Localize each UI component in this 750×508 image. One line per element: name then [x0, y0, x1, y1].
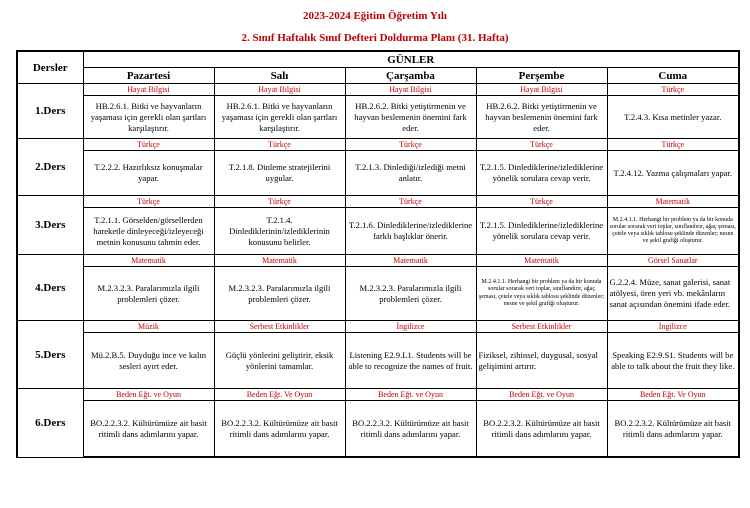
- learning-outcome-text: T.2.1.6. Dinlediklerine/izlediklerine farklı başlıklar önerir.: [345, 208, 476, 255]
- day-names-row: [17, 68, 739, 84]
- learning-outcome-text: HB.2.6.2. Bitki yetiştirmenin ve hayvan beslemenin önemini fark eder.: [345, 96, 476, 139]
- lesson-label: 4.Ders: [17, 255, 83, 321]
- lesson-row: [17, 196, 739, 208]
- learning-outcome-text: M.2.4.1.1. Herhangi bir problem ya da bir konuda sorular sorarak veri toplar, sınıflandırır, ağaç şeması, çetele veya sıklık tablosu şeklinde düzenler; nesne ve şekil grafiği oluşturur.: [476, 267, 607, 321]
- document-subtitle: 2. Sınıf Haftalık Sınıf Defteri Doldurma Planı (31. Hafta): [241, 32, 509, 44]
- subject-label: Hayat Bilgisi: [214, 84, 345, 96]
- learning-outcome-text: BO.2.2.3.2. Kültürümüze ait basit ritimli dans adımlarını yapar.: [607, 401, 739, 458]
- lesson-row: [17, 321, 739, 333]
- learning-outcome-text: Speaking E2.9.S1. Students will be able to talk about the fruit they like.: [607, 333, 739, 389]
- subject-label: Türkçe: [345, 196, 476, 208]
- lesson-content-row: [17, 401, 739, 458]
- subject-label: Beden Eğt. ve Oyun: [476, 389, 607, 401]
- subject-label: Türkçe: [476, 196, 607, 208]
- learning-outcome-text: Mü.2.B.5. Duyduğu ince ve kalın sesleri ayırt eder.: [83, 333, 214, 389]
- subject-label: İngilizce: [607, 321, 739, 333]
- subject-label: Matematik: [83, 255, 214, 267]
- lesson-content-row: [17, 333, 739, 389]
- subject-label: Hayat Bilgisi: [83, 84, 214, 96]
- subject-label: Beden Eğt. Ve Oyun: [214, 389, 345, 401]
- lesson-label: 1.Ders: [17, 84, 83, 139]
- subject-label: İngilizce: [345, 321, 476, 333]
- learning-outcome-text: M.2.3.2.3. Paralarımızla ilgili problemleri çözer.: [214, 267, 345, 321]
- learning-outcome-text: M.2.3.2.3. Paralarımızla ilgili problemleri çözer.: [83, 267, 214, 321]
- day-carsamba: Çarşamba: [345, 68, 476, 84]
- learning-outcome-text: T.2.1.8. Dinleme stratejilerini uygular.: [214, 151, 345, 196]
- subject-label: Beden Eğt. Ve Oyun: [607, 389, 739, 401]
- subject-label: Hayat Bilgisi: [476, 84, 607, 96]
- header-dersler: Dersler: [17, 51, 83, 84]
- learning-outcome-text: T.2.1.4. Dinlediklerinin/izlediklerinin konusunu belirler.: [214, 208, 345, 255]
- subject-label: Beden Eğt. ve Oyun: [345, 389, 476, 401]
- subject-label: Görsel Sanatlar: [607, 255, 739, 267]
- lesson-row: [17, 139, 739, 151]
- subject-label: Türkçe: [83, 196, 214, 208]
- learning-outcome-text: Listening E2.9.L1. Students will be able to recognize the names of fruit.: [345, 333, 476, 389]
- learning-outcome-text: T.2.1.5. Dinlediklerine/izlediklerine yönelik sorulara cevap verir.: [476, 208, 607, 255]
- learning-outcome-text: HB.2.6.1. Bitki ve hayvanların yaşaması için gerekli olan şartları karşılaştırır.: [83, 96, 214, 139]
- day-persembe: Perşembe: [476, 68, 607, 84]
- learning-outcome-text: T.2.1.1. Görselden/görsellerden hareketle dinleyeceği/izleyeceği metnin konusunu tahmin eder.: [83, 208, 214, 255]
- day-sali: Salı: [214, 68, 345, 84]
- learning-outcome-text: T.2.2.2. Hazırlıksız konuşmalar yapar.: [83, 151, 214, 196]
- subject-label: Beden Eğt. ve Oyun: [83, 389, 214, 401]
- subject-label: Türkçe: [345, 139, 476, 151]
- schedule-table: [16, 50, 740, 458]
- lesson-label: 2.Ders: [17, 139, 83, 196]
- learning-outcome-text: M.2.4.1.1. Herhangi bir problem ya da bir konuda sorular sorarak veri toplar, sınıflandırır, ağaç şeması, çetele veya sıklık tablosu şeklinde düzenler; nesne ve şekil grafiği oluşturur.: [607, 208, 739, 255]
- subject-label: Türkçe: [476, 139, 607, 151]
- lesson-content-row: [17, 151, 739, 196]
- lesson-content-row: [17, 96, 739, 139]
- learning-outcome-text: HB.2.6.1. Bitki ve hayvanların yaşaması için gerekli olan şartları karşılaştırır.: [214, 96, 345, 139]
- subject-label: Matematik: [607, 196, 739, 208]
- lesson-row: [17, 255, 739, 267]
- day-cuma: Cuma: [607, 68, 739, 84]
- lesson-row: [17, 84, 739, 96]
- learning-outcome-text: BO.2.2.3.2. Kültürümüze ait basit ritimli dans adımlarını yapar.: [476, 401, 607, 458]
- lesson-content-row: [17, 208, 739, 255]
- learning-outcome-text: G.2.2.4. Müze, sanat galerisi, sanat atölyesi, ören yeri vb. mekânların sanat açısından önemini ifade eder.: [607, 267, 739, 321]
- lesson-content-row: [17, 267, 739, 321]
- subject-label: Türkçe: [214, 139, 345, 151]
- subject-label: Hayat Bilgisi: [345, 84, 476, 96]
- subject-label: Matematik: [476, 255, 607, 267]
- learning-outcome-text: T.2.4.3. Kısa metinler yazar.: [607, 96, 739, 139]
- subject-label: Serbest Etkinlikler: [214, 321, 345, 333]
- subject-label: Türkçe: [607, 84, 739, 96]
- subject-label: Matematik: [345, 255, 476, 267]
- header-row: [17, 51, 739, 68]
- learning-outcome-text: T.2.1.3. Dinlediği/izlediği metni anlatır.: [345, 151, 476, 196]
- header-gunler: GÜNLER: [83, 51, 739, 68]
- learning-outcome-text: BO.2.2.3.2. Kültürümüze ait basit ritimli dans adımlarını yapar.: [83, 401, 214, 458]
- learning-outcome-text: Güçlü yönlerini geliştirir, eksik yönlerini tamamlar.: [214, 333, 345, 389]
- day-pazartesi: Pazartesi: [83, 68, 214, 84]
- lesson-row: [17, 389, 739, 401]
- lesson-label: 6.Ders: [17, 389, 83, 458]
- learning-outcome-text: T.2.4.12. Yazma çalışmaları yapar.: [607, 151, 739, 196]
- learning-outcome-text: T.2.1.5. Dinlediklerine/izlediklerine yönelik sorulara cevap verir.: [476, 151, 607, 196]
- subject-label: Türkçe: [83, 139, 214, 151]
- document-title: 2023-2024 Eğitim Öğretim Yılı: [303, 10, 447, 22]
- learning-outcome-text: HB.2.6.2. Bitki yetiştirmenin ve hayvan beslemenin önemini fark eder.: [476, 96, 607, 139]
- learning-outcome-text: Fiziksel, zihinsel, duygusal, sosyal gelişimini artırır.: [476, 333, 607, 389]
- subject-label: Türkçe: [607, 139, 739, 151]
- learning-outcome-text: BO.2.2.3.2. Kültürümüze ait basit ritimli dans adımlarını yapar.: [214, 401, 345, 458]
- subject-label: Serbest Etkinlikler: [476, 321, 607, 333]
- lesson-label: 5.Ders: [17, 321, 83, 389]
- learning-outcome-text: BO.2.2.3.2. Kültürümüze ait basit ritimli dans adımlarını yapar.: [345, 401, 476, 458]
- lesson-label: 3.Ders: [17, 196, 83, 255]
- subject-label: Matematik: [214, 255, 345, 267]
- subject-label: Türkçe: [214, 196, 345, 208]
- subject-label: Müzik: [83, 321, 214, 333]
- learning-outcome-text: M.2.3.2.3. Paralarımızla ilgili problemleri çözer.: [345, 267, 476, 321]
